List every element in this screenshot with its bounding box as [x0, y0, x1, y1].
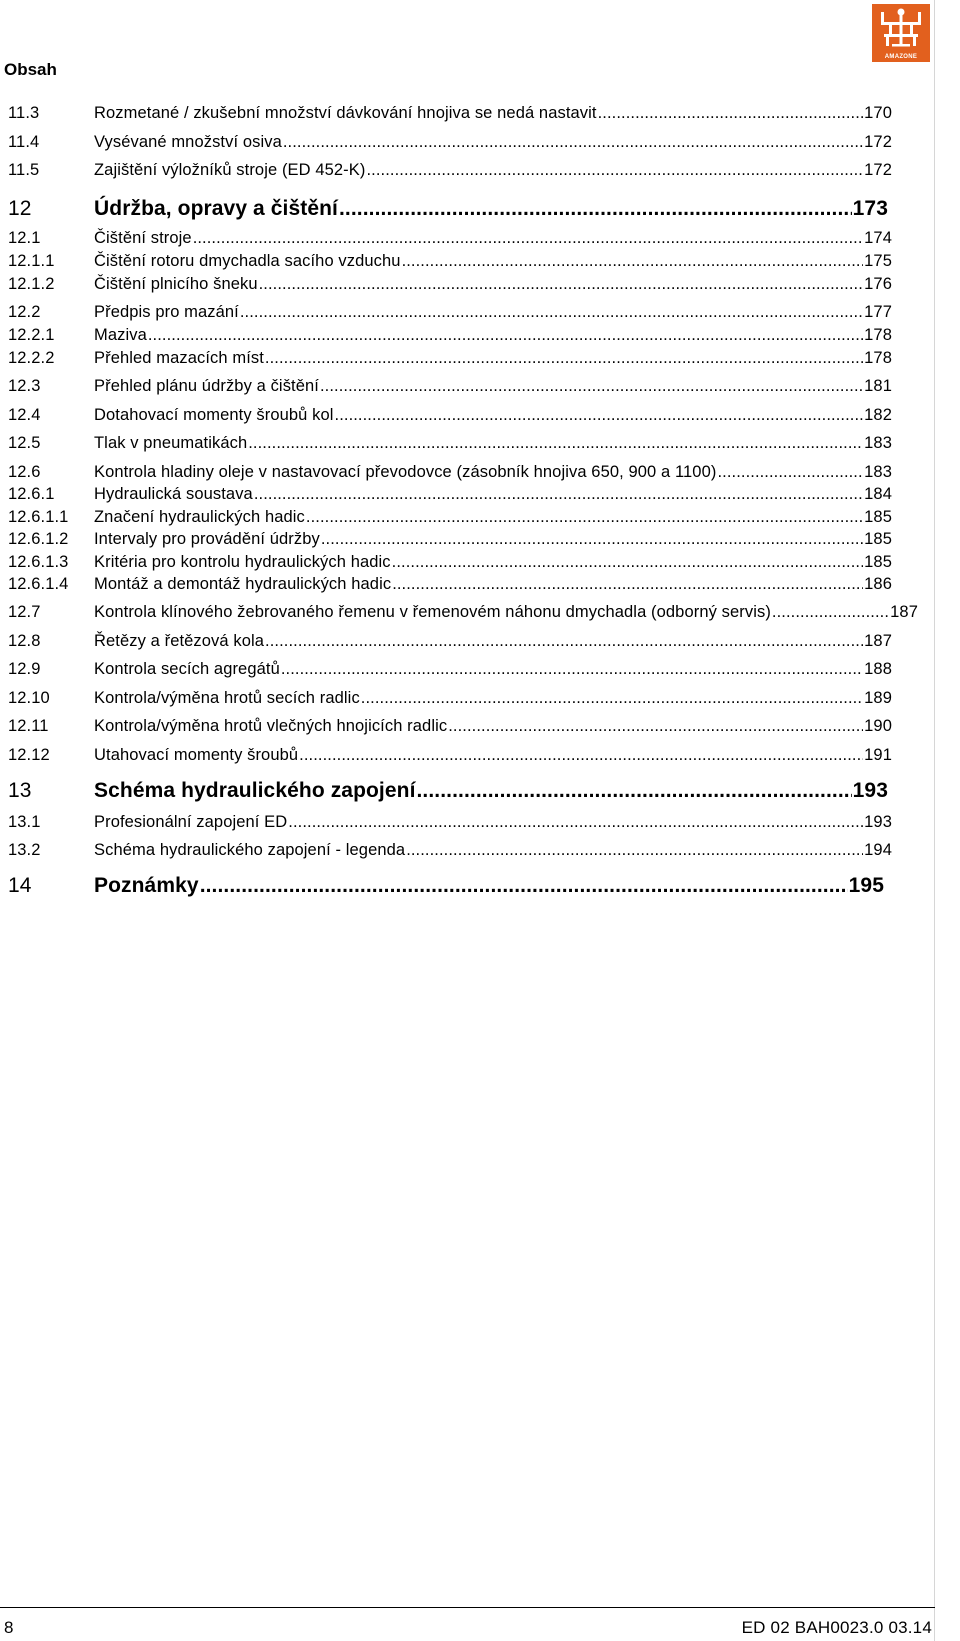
page-edge-line — [934, 0, 935, 1641]
toc-title: Tlak v pneumatikách — [94, 434, 248, 452]
toc-number: 13.1 — [8, 813, 41, 831]
footer-page-number: 8 — [4, 1618, 14, 1637]
footer-rule — [0, 1607, 935, 1608]
toc-entry[interactable] — [8, 133, 892, 152]
toc-title: Zajištění výložníků stroje (ED 452-K) — [94, 161, 366, 179]
toc-page: 172 — [864, 161, 892, 179]
toc-leader — [265, 632, 863, 651]
page-title: Obsah — [4, 60, 57, 79]
toc-page: 170 — [864, 104, 892, 122]
toc-entry[interactable] — [8, 349, 892, 368]
toc-page: 185 — [864, 530, 892, 548]
toc-number: 12.9 — [8, 660, 41, 678]
toc-leader — [717, 463, 863, 482]
toc-title: Čištění stroje — [94, 229, 192, 247]
toc-entry[interactable] — [8, 841, 892, 860]
toc-chapter-entry[interactable] — [8, 197, 888, 221]
toc-entry[interactable] — [8, 104, 892, 123]
toc-leader — [148, 326, 863, 345]
toc-title: Značení hydraulických hadic — [94, 508, 305, 526]
toc-entry[interactable] — [8, 406, 892, 425]
toc-page: 178 — [864, 326, 892, 344]
toc-number: 12.7 — [8, 603, 41, 621]
toc-leader — [321, 530, 863, 549]
toc-page: 177 — [864, 303, 892, 321]
toc-title: Údržba, opravy a čištění — [94, 197, 338, 220]
toc-title: Předpis pro mazání — [94, 303, 239, 321]
toc-number: 12.2.1 — [8, 326, 55, 344]
toc-title: Poznámky — [94, 874, 199, 897]
toc-page: 181 — [864, 377, 892, 395]
amazone-logo — [872, 4, 930, 62]
toc-title: Kontrola klínového žebrovaného řemenu v řemenovém náhonu dmychadla (odborný servis) — [94, 603, 771, 621]
toc-entry[interactable] — [8, 530, 892, 549]
toc-page: 185 — [864, 508, 892, 526]
toc-title: Kontrola/výměna hrotů vlečných hnojicích radlic — [94, 717, 448, 735]
toc-number: 11.3 — [8, 104, 40, 122]
toc-leader — [259, 275, 864, 294]
toc-leader — [299, 746, 863, 765]
toc-number: 12.1.2 — [8, 275, 55, 293]
toc-number: 12.2.2 — [8, 349, 55, 367]
toc-leader — [402, 252, 864, 271]
toc-page: 191 — [864, 746, 892, 764]
toc-title: Utahovací momenty šroubů — [94, 746, 299, 764]
toc-number: 12.11 — [8, 717, 49, 735]
toc-entry[interactable] — [8, 575, 892, 594]
toc-leader — [406, 841, 863, 860]
toc-title: Řetězy a řetězová kola — [94, 632, 265, 650]
toc-page: 193 — [864, 813, 892, 831]
toc-leader — [366, 161, 863, 180]
toc-entry[interactable] — [8, 377, 892, 396]
toc-number: 12.6.1.4 — [8, 575, 69, 593]
toc-leader — [265, 349, 863, 368]
toc-title: Kontrola hladiny oleje v nastavovací převodovce (zásobník hnojiva 650, 900 a 1100) — [94, 463, 717, 481]
toc-leader — [772, 603, 889, 622]
toc-page: 188 — [864, 660, 892, 678]
toc-leader — [448, 717, 863, 736]
toc-number: 12.6.1.3 — [8, 553, 69, 571]
toc-page: 183 — [864, 434, 892, 452]
toc-number: 12.6 — [8, 463, 41, 481]
toc-number: 11.4 — [8, 133, 40, 151]
toc-title: Čištění rotoru dmychadla sacího vzduchu — [94, 252, 401, 270]
toc-title: Kritéria pro kontrolu hydraulických hadic — [94, 553, 391, 571]
toc-title: Hydraulická soustava — [94, 485, 253, 503]
toc-number: 12.1 — [8, 229, 41, 247]
toc-leader — [339, 197, 852, 221]
toc-leader — [193, 229, 863, 248]
toc-page: 178 — [864, 349, 892, 367]
toc-entry[interactable] — [8, 553, 892, 572]
toc-entry[interactable] — [8, 660, 892, 679]
toc-chapter-entry[interactable] — [8, 874, 884, 898]
toc-page: 190 — [864, 717, 892, 735]
toc-number: 12.12 — [8, 746, 50, 764]
toc-leader — [335, 406, 864, 425]
toc-page: 187 — [864, 632, 892, 650]
toc-page: 175 — [864, 252, 892, 270]
toc-title: Přehled plánu údržby a čištění — [94, 377, 319, 395]
logo-symbol-icon — [872, 4, 930, 52]
toc-page: 173 — [852, 197, 888, 220]
toc-page: 185 — [864, 553, 892, 571]
toc-page: 193 — [852, 779, 888, 802]
toc-title: Rozmetané / zkušební množství dávkování hnojiva se nedá nastavit — [94, 104, 597, 122]
toc-page: 172 — [864, 133, 892, 151]
toc-number: 12.5 — [8, 434, 41, 452]
footer-document-id: ED 02 BAH0023.0 03.14 — [741, 1618, 932, 1637]
toc-entry[interactable] — [8, 689, 892, 708]
toc-leader — [598, 104, 864, 123]
toc-number: 12.6.1 — [8, 485, 55, 503]
toc-number: 12.10 — [8, 689, 50, 707]
toc-title: Kontrola/výměna hrotů secích radlic — [94, 689, 360, 707]
toc-chapter-entry[interactable] — [8, 779, 888, 803]
toc-leader — [320, 377, 863, 396]
logo-wordmark: AMAZONE — [884, 54, 918, 60]
toc-number: 12.8 — [8, 632, 41, 650]
toc-number: 13.2 — [8, 841, 41, 859]
toc-page: 194 — [864, 841, 892, 859]
toc-number: 12.6.1.1 — [8, 508, 69, 526]
toc-leader — [200, 874, 848, 898]
toc-leader — [306, 508, 863, 527]
toc-page: 183 — [864, 463, 892, 481]
toc-entry[interactable] — [8, 434, 892, 453]
toc-leader — [361, 689, 863, 708]
toc-entry[interactable] — [8, 603, 918, 622]
toc-number: 12.2 — [8, 303, 41, 321]
toc-leader — [254, 485, 863, 504]
toc-page: 174 — [864, 229, 892, 247]
toc-entry[interactable] — [8, 717, 892, 736]
toc-leader — [392, 575, 863, 594]
toc-page: 182 — [864, 406, 892, 424]
toc-page: 189 — [864, 689, 892, 707]
toc-entry[interactable] — [8, 508, 892, 527]
toc-title: Dotahovací momenty šroubů kol — [94, 406, 334, 424]
toc-number: 12.3 — [8, 377, 41, 395]
toc-leader — [283, 133, 863, 152]
toc-title: Schéma hydraulického zapojení - legenda — [94, 841, 406, 859]
toc-page: 176 — [864, 275, 892, 293]
toc-title: Čištění plnicího šneku — [94, 275, 258, 293]
toc-entry[interactable] — [8, 326, 892, 345]
toc-entry[interactable] — [8, 229, 892, 248]
toc-entry[interactable] — [8, 485, 892, 504]
toc-number: 12.6.1.2 — [8, 530, 69, 548]
toc-page: 195 — [848, 874, 884, 897]
toc-number: 11.5 — [8, 161, 40, 179]
toc-number: 12.1.1 — [8, 252, 55, 270]
toc-title: Maziva — [94, 326, 147, 344]
toc-leader — [417, 779, 852, 803]
toc-title: Kontrola secích agregátů — [94, 660, 280, 678]
toc-page: 187 — [890, 603, 918, 621]
toc-leader — [392, 553, 864, 572]
toc-number: 13 — [8, 779, 32, 802]
toc-title: Profesionální zapojení ED — [94, 813, 288, 831]
toc-entry[interactable] — [8, 746, 892, 765]
toc-number: 14 — [8, 874, 32, 897]
toc-entry[interactable] — [8, 252, 892, 271]
toc-entry[interactable] — [8, 813, 892, 832]
toc-title: Vysévané množství osiva — [94, 133, 282, 151]
toc-page: 184 — [864, 485, 892, 503]
toc-entry[interactable] — [8, 463, 892, 482]
toc-entry[interactable] — [8, 161, 892, 180]
toc-leader — [240, 303, 863, 322]
toc-title: Přehled mazacích míst — [94, 349, 264, 367]
toc-leader — [288, 813, 863, 832]
toc-leader — [248, 434, 863, 453]
toc-number: 12 — [8, 197, 32, 220]
toc-leader — [281, 660, 863, 679]
toc-page: 186 — [864, 575, 892, 593]
toc-entry[interactable] — [8, 632, 892, 651]
toc-number: 12.4 — [8, 406, 41, 424]
toc-entry[interactable] — [8, 275, 892, 294]
toc-title: Intervaly pro provádění údržby — [94, 530, 320, 548]
toc-title: Montáž a demontáž hydraulických hadic — [94, 575, 392, 593]
toc-title: Schéma hydraulického zapojení — [94, 779, 416, 802]
toc-entry[interactable] — [8, 303, 892, 322]
